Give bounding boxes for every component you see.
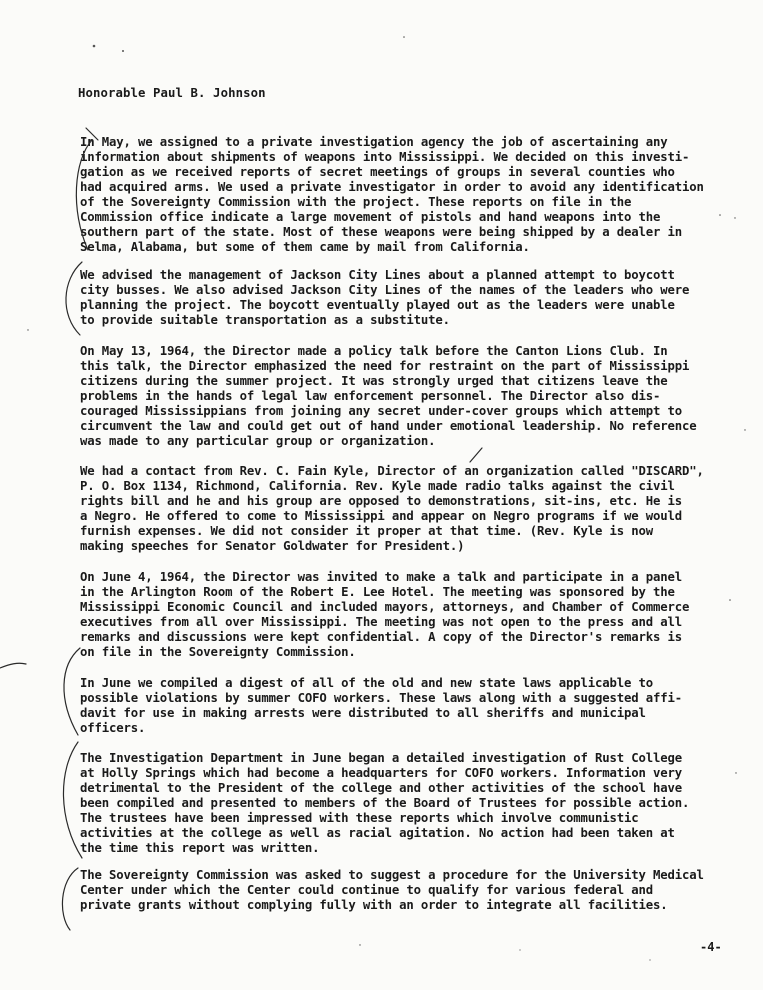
paragraph-discard-kyle: We had a contact from Rev. C. Fain Kyle, Director of an organization called "DISCARD", P. O. Box 1134, Richmond, California. Rev. Kyle made radio talks against the civil rights bill and he and his group are opposed to demonstrations, sit-ins, etc. He is a Negro. He offered to come to Mississippi and appear on Negro programs if we would furnish expenses. We did not consider it proper at that time. (Rev. Kyle is now making speeches for Senator Goldwater for President.) (80, 464, 704, 553)
bracket-mark (64, 648, 80, 735)
paragraph-rust-college: The Investigation Department in June began a detailed investigation of Rust College at Holly Springs which had become a headquarters for COFO workers. Information very detrimental to the President of the college and other activities of the school have been compiled and presented to members of the Board of Trustees for possible action. The trustees have been impressed with these reports which involve communistic activities at the college as well as racial agitation. No action had been taken at the time this report was written. (80, 751, 690, 855)
page-number: -4- (700, 940, 722, 954)
bracket-mark (470, 448, 482, 462)
bracket-mark (0, 663, 26, 668)
paragraph-canton-lions-club: On May 13, 1964, the Director made a policy talk before the Canton Lions Club. In this talk, the Director emphasized the need for restraint on the part of Mississippi citizens during the summer project. It was strongly urged that citizens leave the problems in the hands of legal law enforcement personnel. The Director also dis- couraged Mississippians from joining any secret under-cover groups which attempt to circumvent the law and could get out of hand under emotional leadership. No reference was made to any particular group or organization. (80, 344, 697, 448)
paragraph-medical-center: The Sovereignty Commission was asked to suggest a procedure for the University Medical Center under which the Center could continue to qualify for various federal and private grants without complying fully with an order to integrate all facilities. (80, 868, 704, 912)
bracket-mark (62, 868, 78, 930)
paragraph-bus-boycott: We advised the management of Jackson City Lines about a planned attempt to boycott city busses. We also advised Jackson City Lines of the names of the leaders who were planning the project. The boycott eventually played out as the leaders were unable to provide suitable transportation as a substitute. (80, 268, 690, 327)
paragraph-state-laws-digest: In June we compiled a digest of all of the old and new state laws applicable to possible violations by summer COFO workers. These laws along with a suggested affi- davit for use in making arrests were distributed to all sheriffs and municipal officers. (80, 676, 683, 735)
salutation: Honorable Paul B. Johnson (78, 86, 266, 100)
paragraph-arlington-room: On June 4, 1964, the Director was invited to make a talk and participate in a panel in the Arlington Room of the Robert E. Lee Hotel. The meeting was sponsored by the Mississippi Economic Council and included mayors, attorneys, and Chamber of Commerce executives from all over Mississippi. The meeting was not open to the press and all remarks and discussions were kept confidential. A copy of the Director's remarks is on file in the Sovereignty Commission. (80, 570, 690, 659)
paragraph-weapons-investigation: In May, we assigned to a private investigation agency the job of ascertaining any information about shipments of weapons into Mississippi. We decided on this investi- gation as we received reports of secret meetings of groups in several counties who had acquired arms. We used a private investigator in order to avoid any identification of the Sovereignty Commission with the project. These reports on file in the Commission office indicate a large movement of pistols and hand weapons into the southern part of the state. Most of these weapons were being shipped by a dealer in Selma, Alabama, but some of them came by mail from California. (80, 135, 704, 254)
